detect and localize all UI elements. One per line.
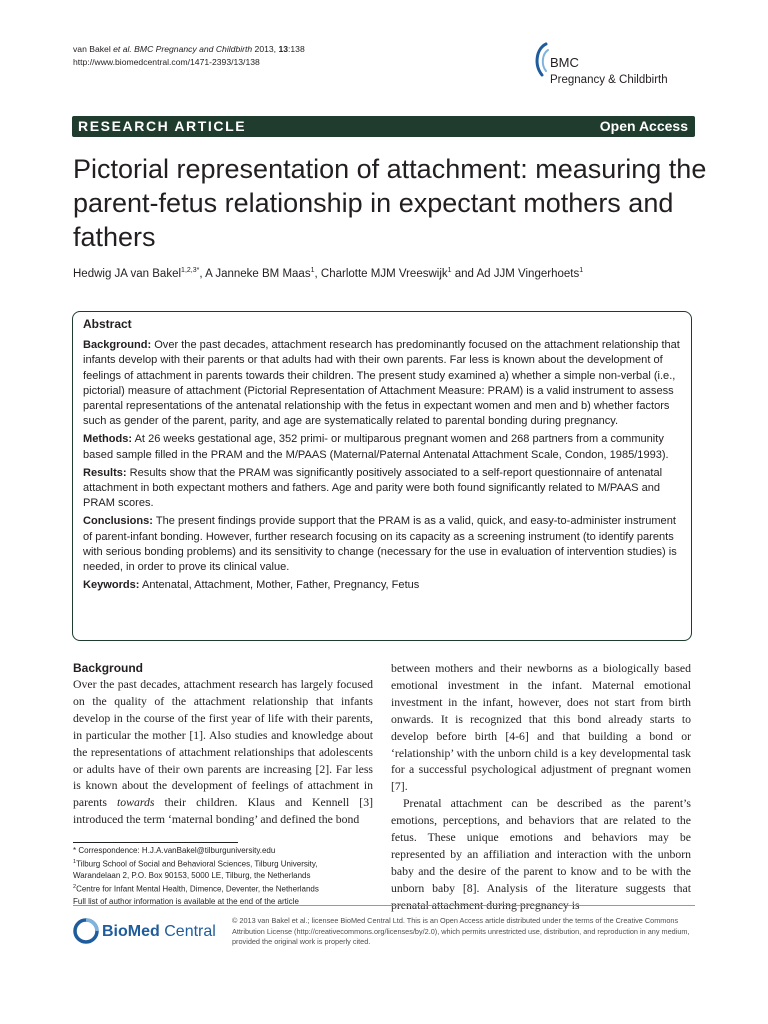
author-affiliation: 1: [447, 267, 452, 274]
article-title: Pictorial representation of attachment: measuring the parent-fetus relationship in expectant mothers and fathers: [73, 154, 707, 252]
abstract-heading: Abstract: [83, 317, 132, 331]
body-paragraph: between mothers and their newborns as a biologically based emotional investment in the infant. Maternal emotional investment in the infant, however, does not start from birth onwards. It is recognized that this bond already starts to develop before birth [4-6] and that building a bond or ‘relationship’ with the unborn child is a key developmental task for a successful psychological adjustment of pregnant women [7].: [391, 662, 691, 794]
author-separator: ,: [199, 267, 206, 280]
citation-line: [73, 43, 305, 56]
abstract-text: Over the past decades, attachment research has predominantly focused on the attachment relationship that infants develop with their parents or that adults had with their own parents. Far less is known about the development of feelings of attachment in parents towards their children. The present study examined a) whether a simple non-verbal (i.e., pictorial) measure of attachment (Pictorial Representation of Attachment Measure: PRAM) is a valid instrument to assess parental representations of the antenatal relationship with the fetus in expectant women and men and b) whether factors such as gender of the parent, parity, and age are systematically related to parental bonding during pregnancy.: [83, 339, 680, 428]
abstract-background: [83, 338, 681, 429]
citation-authors: van Bakel: [73, 44, 111, 54]
author-name[interactable]: Ad JJM Vingerhoets: [476, 267, 580, 280]
abstract-box: [72, 311, 692, 641]
body-paragraph: [73, 677, 373, 829]
affiliation-2: [73, 882, 319, 896]
citation-year: 2013,: [254, 44, 277, 54]
journal-logo: [532, 41, 702, 99]
wordmark-central: Central: [164, 923, 216, 940]
full-author-info-note: Full list of author information is available at the end of the article: [73, 896, 299, 906]
citation-article-number: :138: [288, 44, 305, 54]
article-type-label: RESEARCH ARTICLE: [78, 118, 247, 134]
logo-journal-name: Pregnancy & Childbirth: [550, 74, 668, 86]
author-list: [73, 267, 583, 280]
affiliation-number: 2: [73, 884, 77, 891]
open-access-label: Open Access: [599, 118, 688, 134]
author-affiliation: 1: [579, 267, 584, 274]
abstract-methods: [83, 432, 681, 462]
logo-brand: BMC: [550, 55, 579, 70]
body-column-right: [391, 661, 691, 915]
wordmark-bio: BioMed: [102, 923, 160, 940]
affiliation-text: Tilburg School of Social and Behavioral Sciences, Tilburg University,: [76, 859, 318, 869]
footnotes: [73, 845, 319, 908]
affiliation-text: Centre for Infant Mental Health, Dimence, Deventer, the Netherlands: [76, 885, 319, 895]
citation-volume: 13: [278, 44, 289, 54]
biomed-central-logo: [73, 918, 223, 948]
author-affiliation: 1,2,3*: [181, 267, 200, 274]
abstract-conclusions: [83, 514, 681, 575]
author-separator: and: [451, 267, 477, 280]
article-type-bar: [72, 116, 695, 137]
biomed-circle-icon: [73, 918, 99, 944]
abstract-text: At 26 weeks gestational age, 352 primi- or multiparous pregnant women and 268 partners from a community based sample filled in the PRAM and the M/PAAS (Maternal/Paternal Antenatal Attachment Scale, Condon, 1985/1993).: [83, 433, 669, 461]
citation-url[interactable]: http://www.biomedcentral.com/1471-2393/13/138: [73, 57, 260, 67]
body-emphasis: towards: [117, 796, 155, 810]
abstract-label: Background:: [83, 339, 152, 352]
abstract-results: [83, 466, 681, 512]
biomed-wordmark: [102, 923, 216, 941]
section-heading-background: Background: [73, 661, 144, 675]
abstract-text: Antenatal, Attachment, Mother, Father, Pregnancy, Fetus: [141, 579, 420, 592]
abstract-label: Keywords:: [83, 579, 140, 592]
author-separator: ,: [314, 267, 321, 280]
abstract-label: Results:: [83, 466, 127, 479]
abstract-label: Conclusions:: [83, 515, 153, 528]
abstract-text: Results show that the PRAM was significantly positively associated to a self-report questionnaire of antenatal attachment in both expectant mothers and fathers. Age and parity were both found significantly related to M/PAAS and PRAM scores.: [83, 466, 663, 510]
author-name[interactable]: A Janneke BM Maas: [205, 267, 311, 280]
body-text: their children. Klaus and Kennell [3] introduced the term ‘maternal bonding’ and defined the bond: [73, 796, 374, 827]
footnote-divider: [73, 842, 238, 843]
author-name[interactable]: Hedwig JA van Bakel: [73, 267, 182, 280]
copyright-notice: © 2013 van Bakel et al.; licensee BioMed Central Ltd. This is an Open Access article distributed under the terms of the Creative Commons Attribution License (http://creativecommons.org/licenses/by/2.0), which permits unrestricted use, distribution, and reproduction in any medium, provided the original work is properly cited.: [232, 916, 690, 947]
citation-header: [73, 43, 305, 69]
affiliation-1: [73, 857, 319, 871]
affiliation-1-address: Warandelaan 2, P.O. Box 90153, 5000 LE, Tilburg, the Netherlands: [73, 871, 311, 881]
body-column-left: [73, 661, 373, 829]
affiliation-number: 1: [73, 858, 77, 865]
bmc-arc-icon: [532, 41, 552, 81]
citation-etal: et al.: [113, 44, 132, 54]
citation-journal: BMC Pregnancy and Childbirth: [134, 44, 253, 54]
author-name[interactable]: Charlotte MJM Vreeswijk: [320, 267, 448, 280]
footer-divider: [73, 905, 695, 906]
author-affiliation: 1: [310, 267, 315, 274]
abstract-label: Methods:: [83, 433, 133, 446]
body-text: Over the past decades, attachment research has largely focused on the quality of the attachment relationship that infants develop in the course of the first year of life with their parents, in particular the mother [1]. Also studies and knowledge about the representations of attachment relationships that adolescents or adults have of their own parents are increasing [2]. Far less is known about the development of feelings of attachment in parents: [73, 678, 373, 810]
correspondence-line: * Correspondence: H.J.A.vanBakel@tilburguniversity.edu: [73, 846, 276, 855]
body-paragraph: Prenatal attachment can be described as the parent’s emotions, perceptions, and behaviors that are related to the fetus. These unique emotions and behaviors may be represented by an affiliation and interaction with the unborn baby and the desire of the parent to know and to be with the unborn baby [8]. Analysis of the literature suggests that prenatal attachment during pregnancy is: [391, 797, 691, 912]
abstract-text: The present findings provide support that the PRAM is as a valid, quick, and easy-to-administer instrument of parent-infant bonding. However, further research focusing on its capacity as a screening instrument (to identify parents with serious bonding problems) and its sensitivity to change (necessary for the use in evaluation of intervention studies) is needed, in order to prove its clinical value.: [83, 515, 677, 574]
abstract-keywords: [83, 578, 681, 593]
